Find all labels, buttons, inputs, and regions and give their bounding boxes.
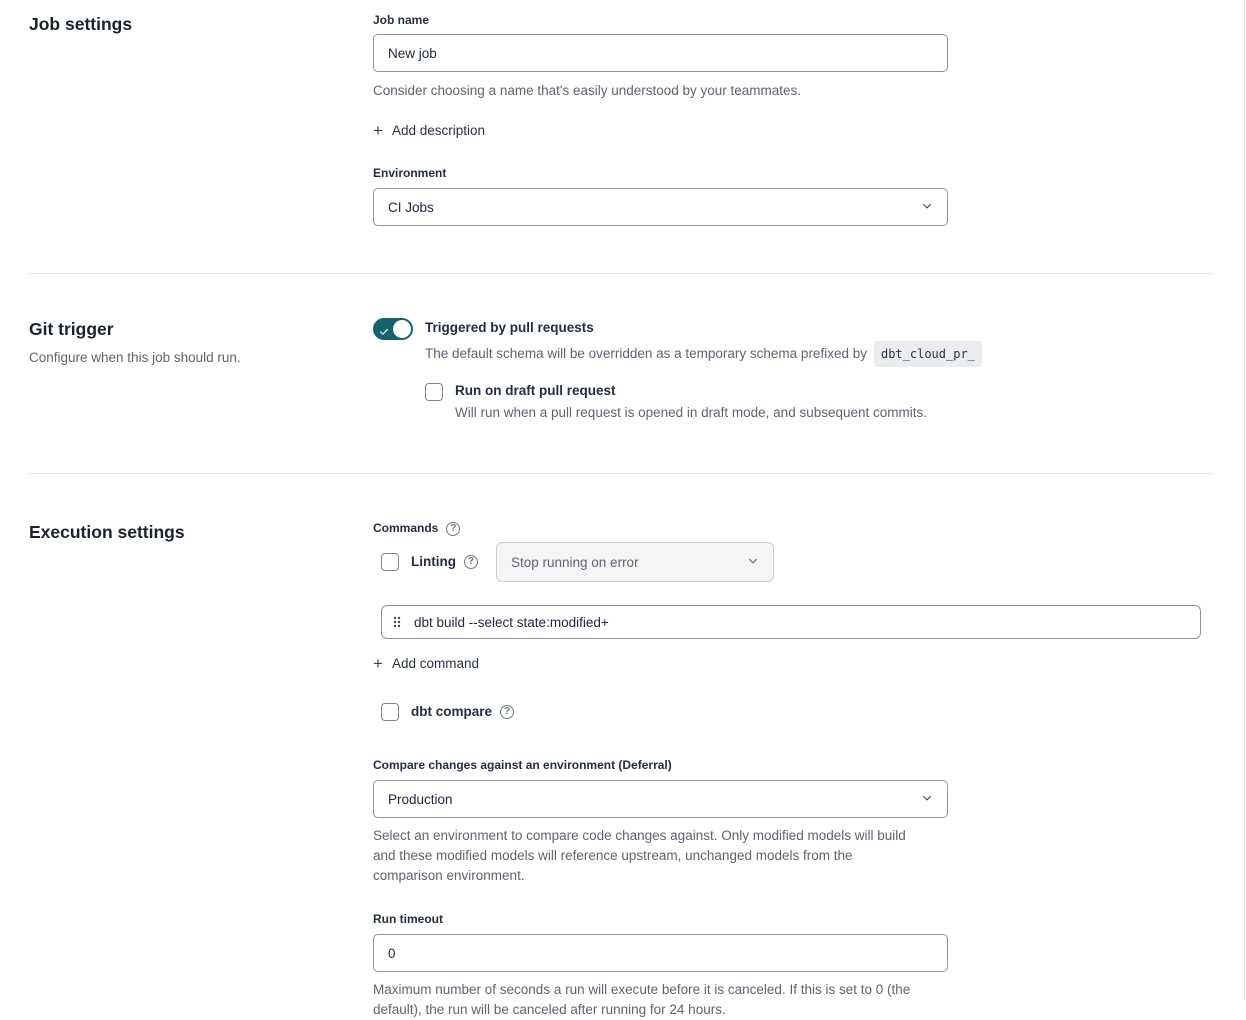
environment-label: Environment bbox=[373, 166, 447, 180]
chevron-down-icon bbox=[921, 792, 933, 807]
plus-icon: + bbox=[373, 121, 383, 140]
page-right-border bbox=[1244, 0, 1245, 1000]
add-command-button[interactable] bbox=[373, 655, 479, 673]
job-name-label: Job name bbox=[373, 13, 430, 27]
chevron-down-icon bbox=[747, 555, 759, 570]
draft-pr-description: Will run when a pull request is opened in draft mode, and subsequent commits. bbox=[455, 405, 928, 420]
deferral-select-value: Production bbox=[388, 791, 453, 807]
draft-pr-row bbox=[425, 381, 982, 423]
linting-label: Linting bbox=[411, 554, 456, 569]
run-timeout-label: Run timeout bbox=[373, 912, 443, 926]
deferral-label: Compare changes against an environment (Deferral) bbox=[373, 758, 672, 772]
plus-icon: + bbox=[373, 654, 383, 673]
add-description-button[interactable] bbox=[373, 122, 485, 140]
section-git-trigger bbox=[0, 274, 1246, 423]
execution-settings-title: Execution settings bbox=[29, 522, 185, 542]
linting-checkbox[interactable] bbox=[381, 553, 399, 571]
pr-toggle-description-text: The default schema will be overridden as a temporary schema prefixed by bbox=[425, 346, 867, 361]
deferral-helper: Select an environment to compare code changes against. Only modified models will build and these modified models will reference upstream, unchanged models from the comparison environment. bbox=[373, 828, 906, 883]
add-command-label: Add command bbox=[391, 656, 479, 671]
git-trigger-subtitle: Configure when this job should run. bbox=[29, 350, 241, 365]
job-name-helper: Consider choosing a name that's easily understood by your teammates. bbox=[373, 83, 802, 98]
environment-select-value: CI Jobs bbox=[388, 199, 434, 215]
draft-pr-checkbox[interactable] bbox=[425, 383, 443, 401]
check-icon bbox=[379, 324, 389, 342]
job-name-input[interactable] bbox=[373, 34, 948, 72]
command-row bbox=[381, 605, 1201, 639]
deferral-select[interactable] bbox=[373, 780, 948, 818]
commands-help-icon[interactable]: ? bbox=[446, 522, 460, 536]
pr-toggle-row bbox=[373, 318, 982, 367]
command-input[interactable] bbox=[412, 614, 1189, 631]
dbt-compare-label: dbt compare bbox=[411, 704, 493, 719]
run-timeout-helper: Maximum number of seconds a run will execute before it is canceled. If this is set to 0 (the default), the run will be canceled after running for 24 hours. bbox=[373, 982, 911, 1017]
dbt-compare-help-icon[interactable]: ? bbox=[500, 705, 514, 719]
commands-label: Commands bbox=[373, 521, 439, 535]
chevron-down-icon bbox=[921, 200, 933, 215]
job-settings-title: Job settings bbox=[29, 14, 133, 34]
linting-row bbox=[381, 542, 1201, 582]
linting-help-icon[interactable]: ? bbox=[464, 555, 478, 569]
pr-toggle-label: Triggered by pull requests bbox=[425, 320, 594, 335]
commands-label-row bbox=[373, 521, 1201, 536]
toggle-knob bbox=[393, 320, 411, 338]
section-job-settings bbox=[0, 0, 1246, 226]
run-timeout-input[interactable] bbox=[373, 934, 948, 972]
section-execution-settings bbox=[0, 474, 1246, 1020]
drag-handle-icon[interactable] bbox=[393, 615, 401, 629]
linting-select-value: Stop running on error bbox=[510, 554, 639, 570]
draft-pr-label: Run on draft pull request bbox=[455, 383, 616, 398]
add-description-label: Add description bbox=[391, 123, 485, 138]
git-trigger-title: Git trigger bbox=[29, 319, 114, 339]
environment-select[interactable] bbox=[373, 188, 948, 226]
pr-toggle-description bbox=[425, 341, 982, 367]
schema-prefix-chip: dbt_cloud_pr_ bbox=[874, 341, 982, 367]
linting-select[interactable] bbox=[496, 542, 774, 582]
dbt-compare-row bbox=[381, 702, 1201, 722]
pr-trigger-toggle[interactable] bbox=[373, 318, 413, 340]
dbt-compare-checkbox[interactable] bbox=[381, 703, 399, 721]
